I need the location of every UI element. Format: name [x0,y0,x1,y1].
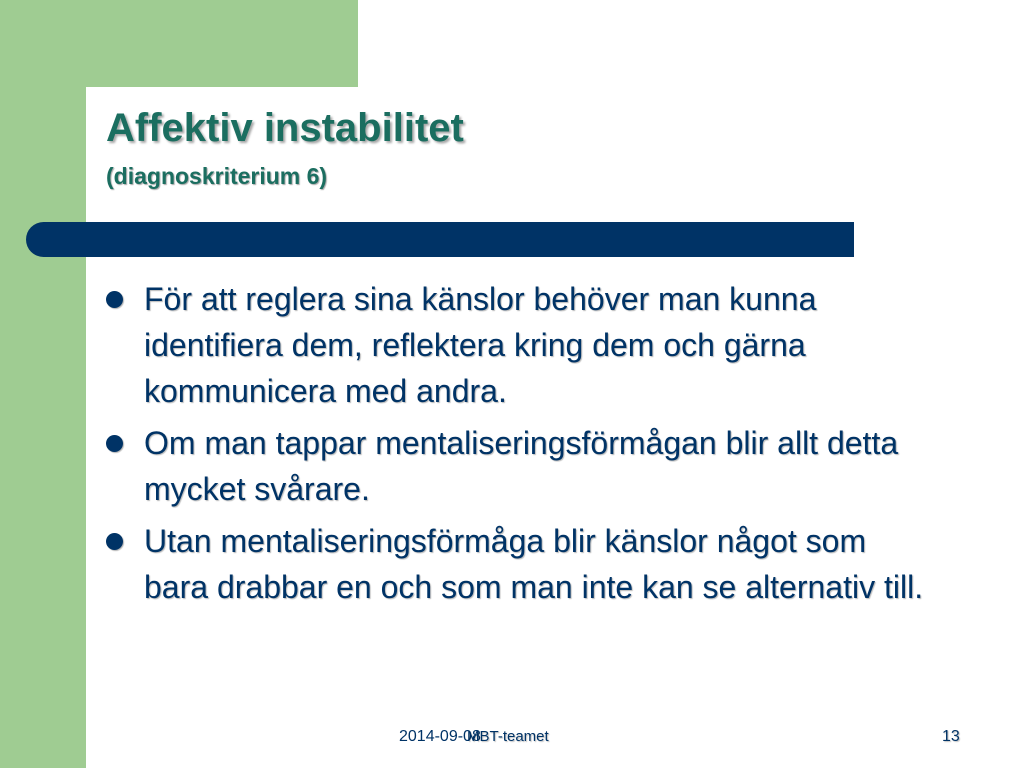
bullet-item [104,518,934,610]
bullet-item [104,276,934,414]
bullet-dot-icon [106,533,123,550]
bullet-list [104,276,934,616]
green-side-band [0,0,86,768]
slide-number: 13 [942,728,960,745]
bullet-dot-icon [106,435,123,452]
title-accent-bar [26,222,854,257]
bullet-text: För att reglera sina känslor behöver man kunna identifiera dem, reflektera kring dem och gärna kommunicera med andra. [144,281,817,409]
bullet-text: Om man tappar mentaliseringsförmågan blir allt detta mycket svårare. [144,425,899,507]
bullet-dot-icon [106,291,123,308]
bullet-item [104,420,934,512]
slide-subtitle: (diagnoskriterium 6) [106,163,328,189]
bullet-text: Utan mentaliseringsförmåga blir känslor något som bara drabbar en och som man inte kan se alternativ till. [144,523,924,605]
footer-team: MBT-teamet [467,728,549,745]
slide-title: Affektiv instabilitet [106,106,464,150]
footer-date: 2014-09-08 [399,728,481,745]
green-top-band [0,0,358,87]
